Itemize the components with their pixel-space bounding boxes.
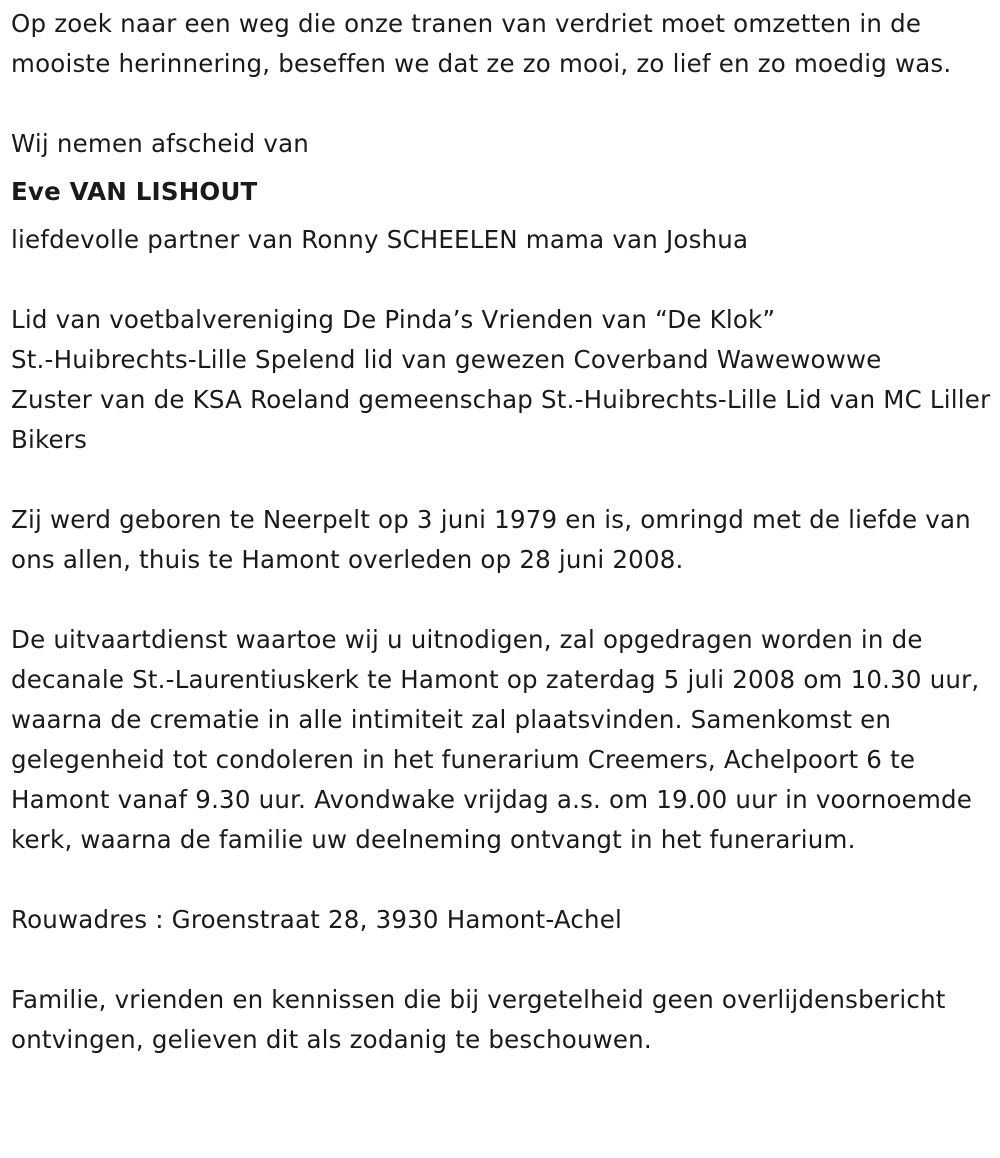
deceased-name: Eve VAN LISHOUT [11,177,258,206]
membership-line: St.-Huibrechts-Lille Spelend lid van gewezen Coverband Wawewowwe [11,345,882,374]
memberships-block [11,300,991,460]
intro-paragraph: Op zoek naar een weg die onze tranen van verdriet moet omzetten in de mooiste herinnering, beseffen we dat ze zo mooi, zo lief en zo moedig was. [11,9,952,78]
relation-line: liefdevolle partner van Ronny SCHEELEN mama van Joshua [11,225,749,254]
birth-death-paragraph: Zij werd geboren te Neerpelt op 3 juni 1979 en is, omringd met de liefde van ons allen, thuis te Hamont overleden op 28 juni 2008. [11,505,971,574]
closing-paragraph: Familie, vrienden en kennissen die bij vergetelheid geen overlijdensbericht ontvingen, gelieven dit als zodanig te beschouwen. [11,985,946,1054]
obituary-text [11,4,991,1060]
mourning-address: Rouwadres : Groenstraat 28, 3930 Hamont-Achel [11,905,623,934]
membership-line: Lid van voetbalvereniging De Pinda’s Vrienden van “De Klok” [11,305,776,334]
farewell-line: Wij nemen afscheid van [11,129,310,158]
funeral-paragraph: De uitvaartdienst waartoe wij u uitnodigen, zal opgedragen worden in de decanale St.-Laurentiuskerk te Hamont op zaterdag 5 juli 2008 om 10.30 uur, waarna de crematie in alle intimiteit zal plaatsvinden. Samenkomst en gelegenheid tot condoleren in het funerarium Creemers, Achelpoort 6 te Hamont vanaf 9.30 uur. Avondwake vrijdag a.s. om 19.00 uur in voornoemde kerk, waarna de familie uw deelneming ontvangt in het funerarium. [11,625,980,854]
membership-line: Zuster van de KSA Roeland gemeenschap St.-Huibrechts-Lille Lid van MC Liller Bikers [11,385,991,454]
